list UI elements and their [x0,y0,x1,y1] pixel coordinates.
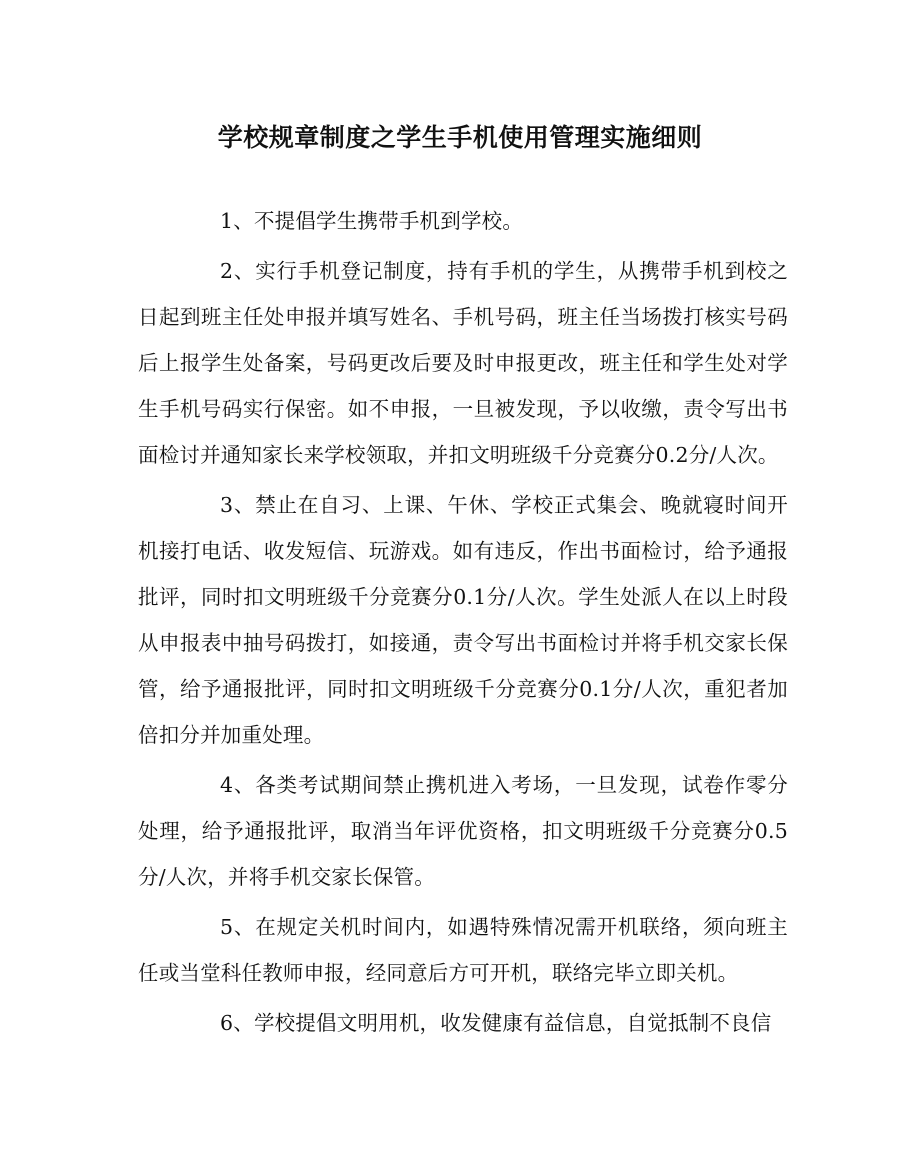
document-body [138,198,788,1046]
paragraph-3: 3、禁止在自习、上课、午休、学校正式集会、晚就寝时间开机接打电话、收发短信、玩游戏。如有违反，作出书面检讨，给予通报批评，同时扣文明班级千分竞赛分0.1分/人次。学生处派人在以上时段从申报表中抽号码拨打，如接通，责令写出书面检讨并将手机交家长保管，给予通报批评，同时扣文明班级千分竞赛分0.1分/人次，重犯者加倍扣分并加重处理。 [138,493,788,747]
paragraph-1: 1、不提倡学生携带手机到学校。 [220,209,524,233]
paragraph-5: 5、在规定关机时间内，如遇特殊情况需开机联络，须向班主任或当堂科任教师申报，经同意后方可开机，联络完毕立即关机。 [138,915,788,985]
paragraph-2: 2、实行手机登记制度，持有手机的学生，从携带手机到校之日起到班主任处申报并填写姓名、手机号码，班主任当场拨打核实号码后上报学生处备案，号码更改后要及时申报更改，班主任和学生处对学生手机号码实行保密。如不申报，一旦被发现，予以收缴，责令写出书面检讨并通知家长来学校领取，并扣文明班级千分竞赛分0.2分/人次。 [138,259,788,467]
paragraph-4: 4、各类考试期间禁止携机进入考场，一旦发现，试卷作零分处理，给予通报批评，取消当年评优资格，扣文明班级千分竞赛分0.5分/人次，并将手机交家长保管。 [138,773,788,889]
document-title: 学校规章制度之学生手机使用管理实施细则 [217,123,703,152]
paragraph-6: 6、学校提倡文明用机，收发健康有益信息，自觉抵制不良信 [220,1011,772,1035]
